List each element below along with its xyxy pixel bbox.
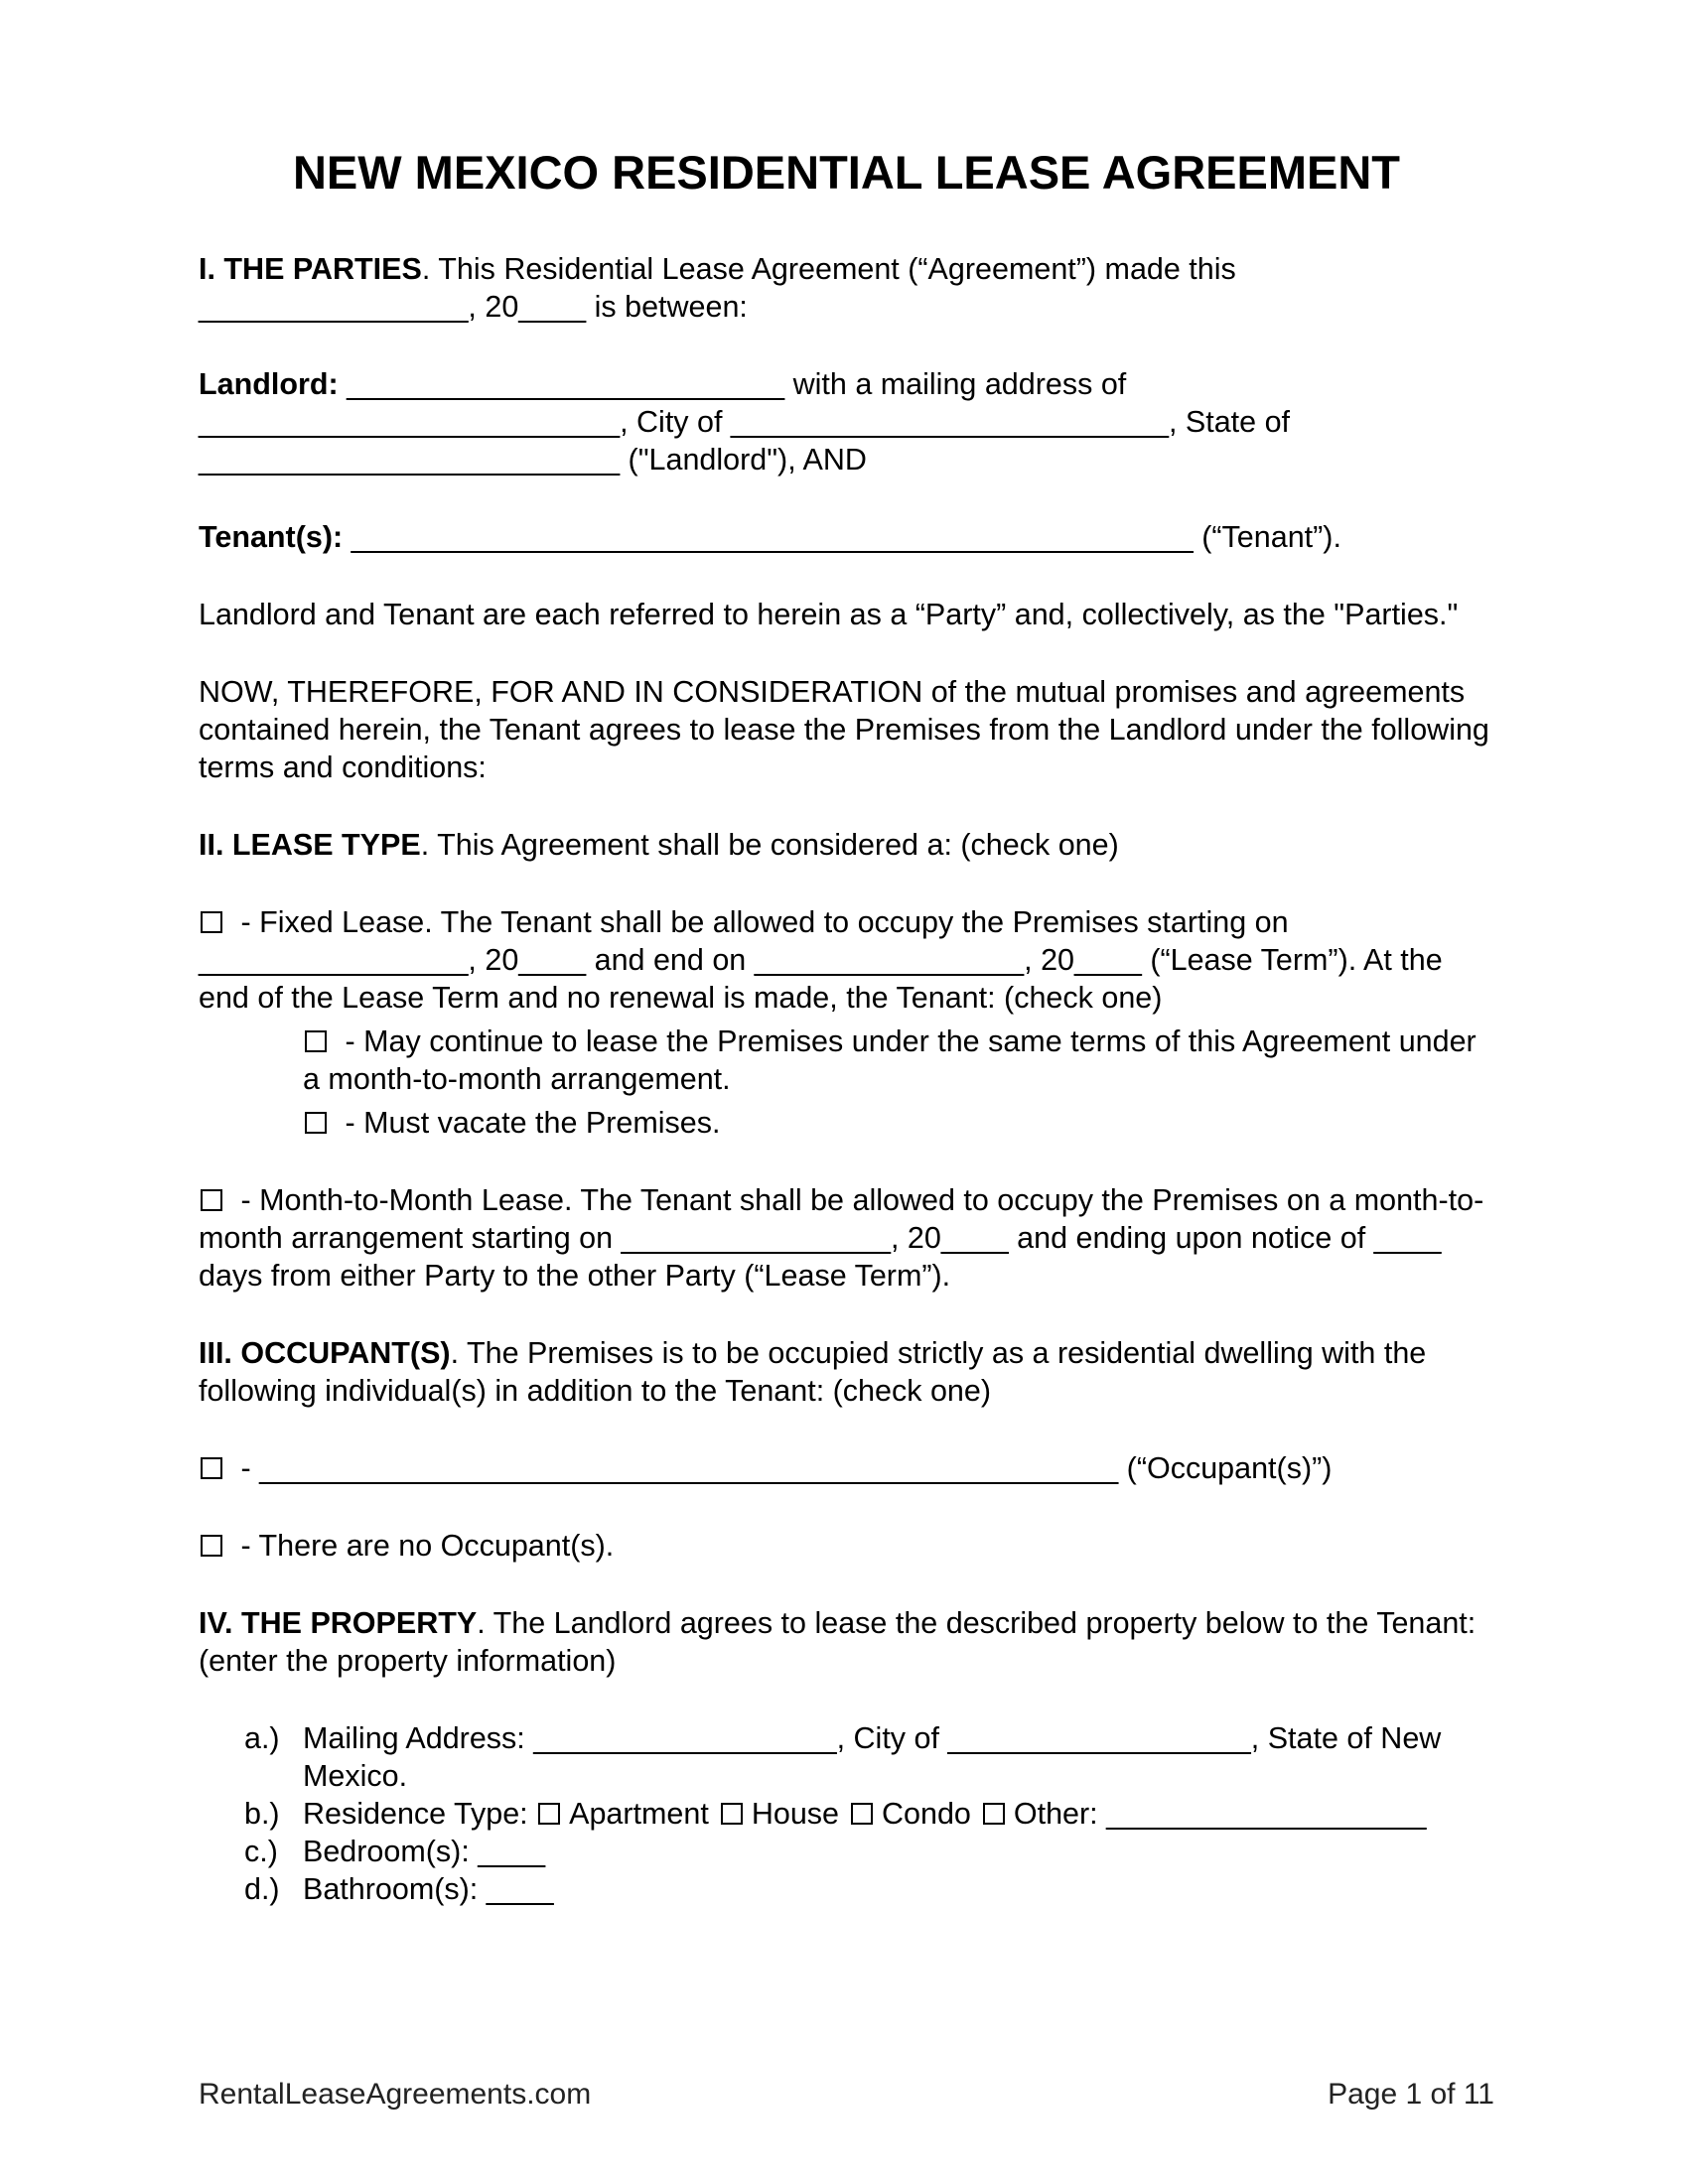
- fixed-lease-option: [199, 903, 1494, 1017]
- tenant-paragraph: [199, 518, 1494, 556]
- list-marker-b: b.): [244, 1797, 280, 1831]
- fixed-lease-checkbox[interactable]: [201, 911, 222, 933]
- vacate-option-text: - Must vacate the Premises.: [337, 1106, 721, 1140]
- list-marker-a: a.): [244, 1721, 280, 1755]
- continue-month-to-month-checkbox[interactable]: [305, 1030, 327, 1052]
- condo-label: Condo: [882, 1797, 971, 1831]
- residence-type-row: [303, 1795, 1494, 1833]
- footer-site: RentalLeaseAgreements.com: [199, 2078, 592, 2111]
- lease-type-text: . This Agreement shall be considered a: (check one): [420, 828, 1119, 862]
- property-heading-paragraph: [199, 1604, 1494, 1680]
- fixed-lease-text: - Fixed Lease. The Tenant shall be allowed to occupy the Premises starting on ________________, 20____ and end on ________________, 20____ (“Lease Term”). At the end of the Lease Term and no renewal is made, the Tenant: (check one): [199, 905, 1443, 1015]
- property-text: . The Landlord agrees to lease the described property below to the Tenant: (enter the property information): [199, 1606, 1477, 1678]
- landlord-text: __________________________ with a mailing address of _________________________, City of __________________________, State of _________________________ ("Landlord"), AND: [199, 367, 1291, 477]
- no-occupants-option: [199, 1527, 1494, 1565]
- property-item-residence-type: [244, 1795, 1494, 1833]
- occupants-named-text: - ___________________________________________________ (“Occupant(s)”): [232, 1451, 1333, 1485]
- property-item-mailing-address: [244, 1719, 1494, 1795]
- party-definition-paragraph: [199, 596, 1494, 633]
- footer-page-number: Page 1 of 11: [1328, 2078, 1494, 2111]
- occupants-heading-paragraph: [199, 1334, 1494, 1410]
- occupants-heading: III. OCCUPANT(S): [199, 1336, 451, 1370]
- tenant-text: __________________________________________________ (“Tenant”).: [343, 520, 1341, 554]
- page-footer: [199, 2077, 1494, 2113]
- no-occupants-text: - There are no Occupant(s).: [232, 1529, 615, 1563]
- other-checkbox[interactable]: [983, 1803, 1005, 1825]
- parties-paragraph: [199, 250, 1494, 326]
- tenant-label: Tenant(s):: [199, 520, 344, 554]
- residence-type-label: Residence Type:: [303, 1797, 537, 1831]
- occupants-text: . The Premises is to be occupied strictly as a residential dwelling with the following individual(s) in addition to the Tenant: (check one): [199, 1336, 1427, 1408]
- occupants-named-checkbox[interactable]: [201, 1457, 222, 1479]
- landlord-label: Landlord:: [199, 367, 339, 401]
- property-item-bathrooms: [244, 1870, 1494, 1908]
- bathrooms-text: Bathroom(s): ____: [303, 1872, 554, 1906]
- mailing-address-text: Mailing Address: __________________, City of __________________, State of New Mexico.: [303, 1721, 1442, 1793]
- apartment-label: Apartment: [569, 1797, 709, 1831]
- parties-text: . This Residential Lease Agreement (“Agreement”) made this ________________, 20____ is between:: [199, 252, 1236, 324]
- condo-checkbox[interactable]: [851, 1803, 873, 1825]
- vacate-premises-checkbox[interactable]: [305, 1112, 327, 1134]
- no-occupants-checkbox[interactable]: [201, 1535, 222, 1557]
- document-title: NEW MEXICO RESIDENTIAL LEASE AGREEMENT: [292, 146, 1401, 199]
- lease-type-heading-paragraph: [199, 826, 1494, 864]
- parties-heading: I. THE PARTIES: [199, 252, 422, 286]
- landlord-paragraph: [199, 365, 1494, 478]
- fixed-lease-continue-option: [303, 1023, 1494, 1098]
- list-marker-c: c.): [244, 1835, 278, 1868]
- apartment-checkbox[interactable]: [538, 1803, 560, 1825]
- other-label: Other: ___________________: [1013, 1797, 1427, 1831]
- bedrooms-text: Bedroom(s): ____: [303, 1835, 546, 1868]
- list-marker-d: d.): [244, 1872, 280, 1906]
- month-to-month-option: [199, 1181, 1494, 1295]
- lease-type-heading: II. LEASE TYPE: [199, 828, 421, 862]
- continue-option-text: - May continue to lease the Premises under the same terms of this Agreement under a month-to-month arrangement.: [303, 1024, 1477, 1096]
- property-item-bedrooms: [244, 1833, 1494, 1870]
- party-definition-text: Landlord and Tenant are each referred to herein as a “Party” and, collectively, as the "Parties.": [199, 598, 1459, 631]
- consideration-text: NOW, THEREFORE, FOR AND IN CONSIDERATION of the mutual promises and agreements contained herein, the Tenant agrees to lease the Premises from the Landlord under the following terms and conditions:: [199, 675, 1489, 784]
- house-checkbox[interactable]: [721, 1803, 743, 1825]
- fixed-lease-vacate-option: [303, 1104, 1494, 1142]
- occupants-named-option: [199, 1449, 1494, 1487]
- house-label: House: [751, 1797, 839, 1831]
- property-heading: IV. THE PROPERTY: [199, 1606, 478, 1640]
- month-to-month-text: - Month-to-Month Lease. The Tenant shall be allowed to occupy the Premises on a month-to-month arrangement starting on ________________, 20____ and ending upon notice of ____ days from either Party to the other Party (“Lease Term”).: [199, 1183, 1484, 1293]
- month-to-month-lease-checkbox[interactable]: [201, 1189, 222, 1211]
- consideration-paragraph: [199, 673, 1494, 786]
